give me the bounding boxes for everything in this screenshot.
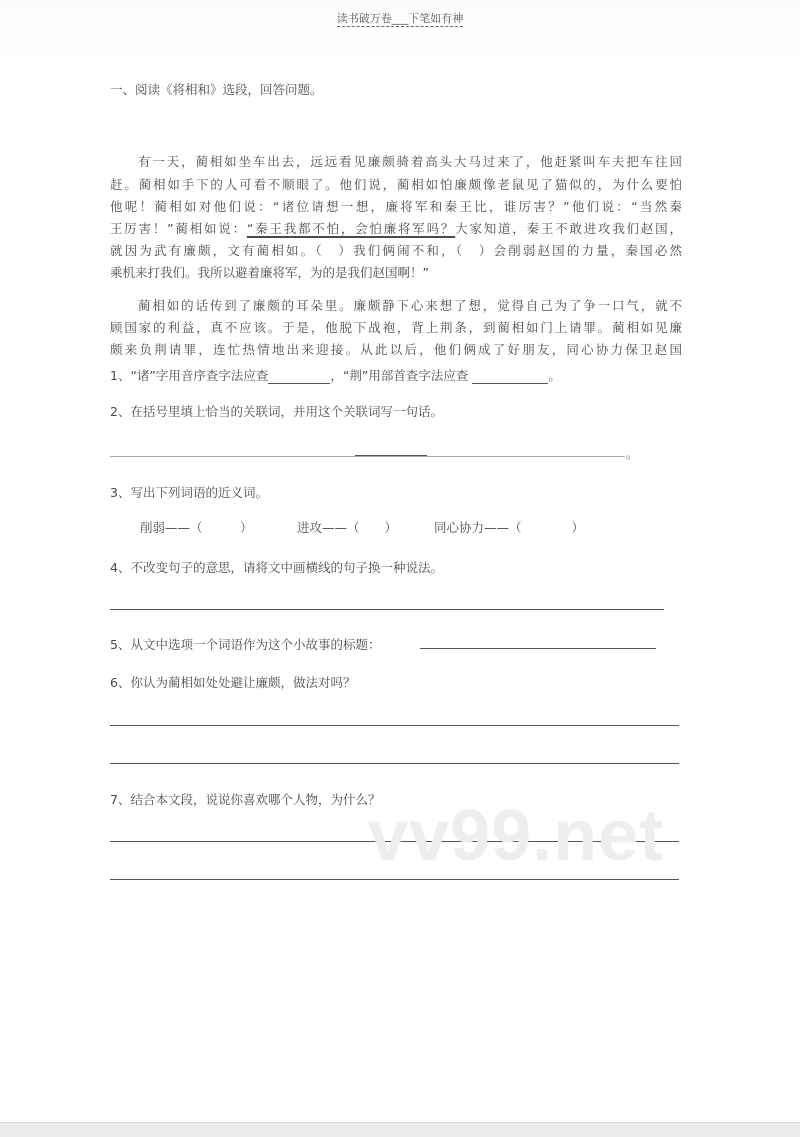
para1-line [110,219,682,237]
answer-line-segment [355,455,427,456]
para2-line: 蔺相如的话传到了廉颇的耳朵里。廉颇静下心来想了想，觉得自己为了争一口气，就不 [138,298,682,313]
period: 。 [626,446,639,461]
para1-line: 他呢！蔺相如对他们说：“诸位请想一想，廉将军和秦王比，谁厉害？”他们说：“当然秦 [110,199,682,214]
q1-text: ，“荆”用部首查字法应查 [330,368,469,383]
para1-line: 就因为武有廉颇，文有蔺相如。（ ）我们俩闹不和，（ ）会削弱赵国的力量，秦国必然 [110,243,682,258]
question-5: 5、从文中选项一个词语作为这个小故事的标题： [110,637,381,652]
answer-blank[interactable] [472,371,548,384]
section-title: 一、阅读《将相和》选段，回答问题。 [110,82,323,97]
para1-text: 大家知道，秦王不敢进攻我们赵国， [455,221,682,236]
para2-line: 顾国家的利益，真不应该。于是，他脱下战袍，背上荆条，到蔺相如门上请罪。蔺相如见廉 [110,320,682,335]
watermark: vv99.net [368,796,665,876]
page-header [0,10,800,26]
question-3: 3、写出下列词语的近义词。 [110,485,268,500]
answer-line[interactable] [110,609,664,610]
answer-line[interactable] [110,763,679,764]
para1-line: 有一天，蔺相如坐车出去，远远看见廉颇骑着高头大马过来了，他赶紧叫车夫把车往回 [138,154,682,169]
answer-line[interactable] [420,648,656,649]
answer-blank[interactable] [268,371,330,384]
answer-line[interactable] [110,879,679,880]
para1-line: 赶。蔺相如手下的人可看不顺眼了。他们说，蔺相如怕廉颇像老鼠见了猫似的，为什么要怕 [110,177,682,192]
page-bottom-edge [0,1122,800,1137]
q1-text: 。 [548,368,561,383]
para1-line: 乘机来打我们。我所以避着廉将军，为的是我们赵国啊！” [110,265,429,280]
q1-text: 1、“诸”字用音序查字法应查 [110,368,269,383]
synonym-item[interactable]: 削弱——（ ） [140,520,253,535]
question-2: 2、在括号里填上恰当的关联词，并用这个关联词写一句话。 [110,404,443,419]
underlined-sentence: “秦王我都不怕，会怕廉将军吗？ [246,221,456,236]
para1-text: 王厉害！”蔺相如说： [110,221,247,236]
answer-line[interactable] [110,725,679,726]
question-6: 6、你认为蔺相如处处避让廉颇，做法对吗？ [110,675,356,690]
question-7: 7、结合本文段，说说你喜欢哪个人物，为什么？ [110,792,381,807]
para2-line: 颇来负荆请罪，连忙热情地出来迎接。从此以后，他们俩成了好朋友，同心协力保卫赵国 [110,342,682,357]
synonym-item[interactable]: 进攻——（ ） [297,520,398,535]
question-1 [110,366,561,384]
synonym-item[interactable]: 同心协力——（ ） [434,520,585,535]
header-text: 读书破万卷___下笔如有神 [336,12,464,25]
question-4: 4、不改变句子的意思，请将文中画横线的句子换一种说法。 [110,560,443,575]
answer-line[interactable] [110,456,625,457]
